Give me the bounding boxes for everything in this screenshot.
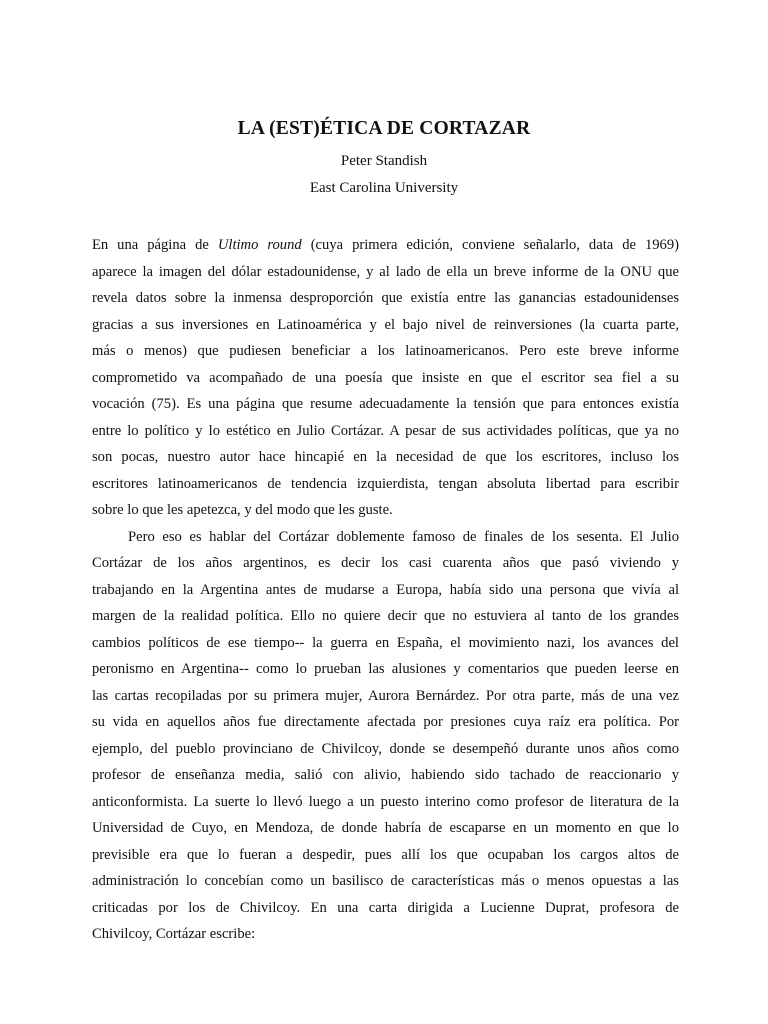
text-line: son pocas, nuestro autor hace hincapié en la necesidad de que los escritores, incluso los bbox=[92, 449, 679, 465]
text-line: revela datos sobre la inmensa desproporción que existía entre las ganancias estadounidenses bbox=[92, 290, 679, 306]
text-line: vocación (75). Es una página que resume adecuadamente la tensión que para entonces existía bbox=[92, 396, 679, 412]
text-line: más o menos) que pudiesen beneficiar a los latinoamericanos. Pero este breve informe bbox=[92, 343, 679, 359]
article-body bbox=[92, 232, 679, 948]
text-line: las cartas recopiladas por su primera mujer, Aurora Bernárdez. Por otra parte, más de una vez bbox=[92, 687, 679, 704]
text-line: ejemplo, del pueblo provinciano de Chivilcoy, donde se desempeñó durante unos años como bbox=[92, 740, 679, 757]
text-line: criticadas por los de Chivilcoy. En una carta dirigida a Lucienne Duprat, profesora de bbox=[92, 899, 679, 916]
text-line: Chivilcoy, Cortázar escribe: bbox=[92, 926, 256, 942]
text-line: comprometido va acompañado de una poesía que insiste en que el escritor sea fiel a su bbox=[92, 369, 679, 386]
paragraph-1 bbox=[92, 232, 679, 524]
text-line: Pero eso es hablar del Cortázar doblemente famoso de finales de los sesenta. El Julio bbox=[128, 528, 679, 545]
text-line: aparece la imagen del dólar estadounidense, y al lado de ella un breve informe de la ONU que bbox=[92, 263, 679, 280]
text-line: peronismo en Argentina-- como lo prueban las alusiones y comentarios que pueden leerse en bbox=[92, 661, 679, 677]
text-line: sobre lo que les apetezca, y del modo que les guste. bbox=[92, 502, 393, 518]
article-title: LA (EST)ÉTICA DE CORTAZAR bbox=[237, 118, 531, 139]
text-line: gracias a sus inversiones en Latinoamérica y el bajo nivel de reinversiones (la cuarta parte, bbox=[92, 316, 679, 333]
book-title: Ultimo round bbox=[217, 237, 302, 253]
author-affiliation: East Carolina University bbox=[309, 180, 459, 196]
text-line: profesor de enseñanza media, salió con alivio, habiendo sido tachado de reaccionario y bbox=[92, 767, 679, 783]
author-name: Peter Standish bbox=[340, 153, 428, 169]
paragraph-2 bbox=[92, 524, 679, 948]
text-line: previsible era que lo fueran a despedir, pues allí los que ocupaban los cargos altos de bbox=[92, 846, 679, 863]
text-line: anticonformista. La suerte lo llevó luego a un puesto interino como profesor de literatura de la bbox=[92, 793, 679, 810]
text-line: Cortázar de los años argentinos, es decir los casi cuarenta años que pasó viviendo y bbox=[92, 555, 679, 571]
text-line: Universidad de Cuyo, en Mendoza, de donde habría de escaparse en un momento en que lo bbox=[92, 820, 679, 836]
text-line: administración lo concebían como un basilisco de características más o menos opuestas a las bbox=[92, 873, 679, 889]
text-line: margen de la realidad política. Ello no quiere decir que no estuviera al tanto de los grandes bbox=[92, 608, 679, 624]
text-line: cambios políticos de ese tiempo-- la guerra en España, el movimiento nazi, los avances del bbox=[92, 634, 679, 651]
text-line: trabajando en la Argentina antes de mudarse a Europa, había sido una persona que vivía al bbox=[92, 581, 679, 598]
text-line: En una página de Ultimo round (cuya primera edición, conviene señalarlo, data de 1969) bbox=[92, 237, 680, 253]
text-line: su vida en aquellos años fue directamente afectada por presiones cuya raíz era política. Por bbox=[92, 714, 679, 730]
text-line: entre lo político y lo estético en Julio Cortázar. A pesar de sus actividades políticas, que ya no bbox=[92, 422, 679, 439]
text-line: escritores latinoamericanos de tendencia izquierdista, tengan absoluta libertad para escribir bbox=[92, 475, 679, 492]
